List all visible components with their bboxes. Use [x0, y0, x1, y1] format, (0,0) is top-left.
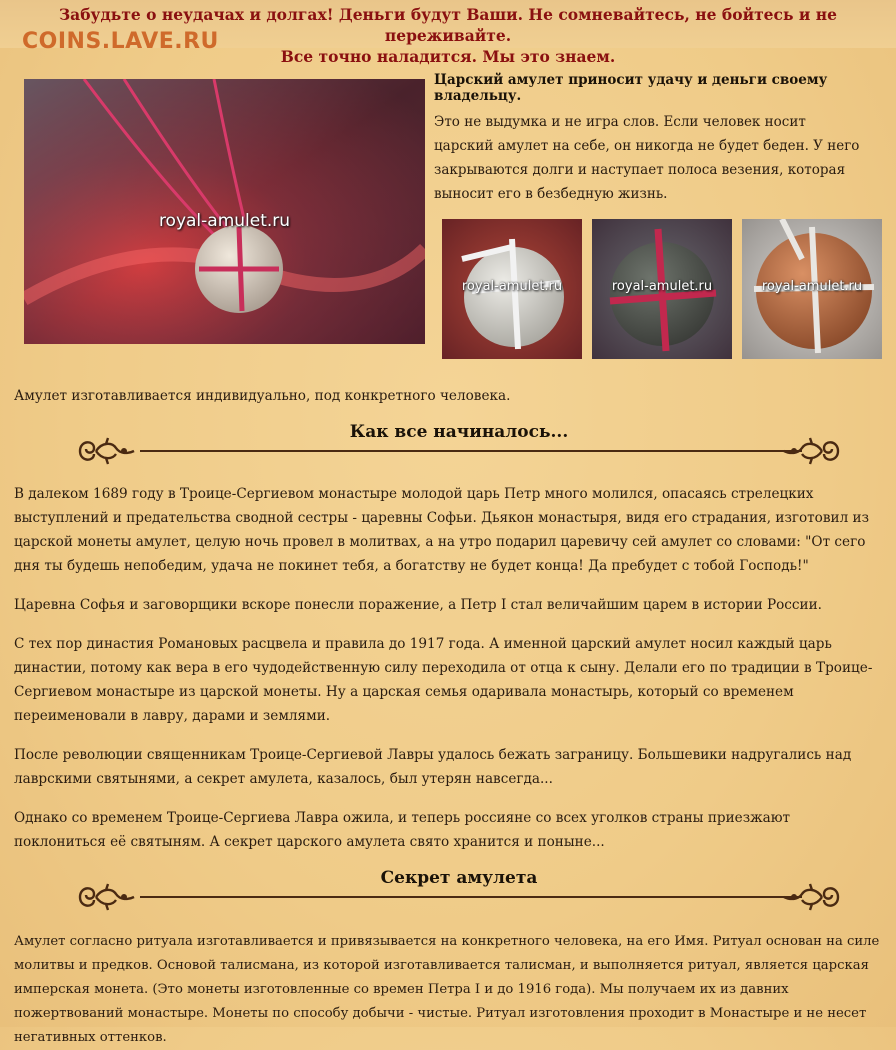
section-1-paragraph-5: Однако со временем Троице-Сергиева Лавра ожила, и теперь россияне со всех уголков страны приезжают поклониться её святыням. А секрет царского амулета свято хранится и поныне... [14, 810, 791, 850]
intro-heading: Царский амулет приносит удачу и деньги своему владельцу. [434, 72, 828, 104]
site-watermark: COINS.LAVE.RU [22, 29, 219, 54]
section-1-paragraph-1: В далеком 1689 году в Троице-Сергиевом монастыре молодой царь Петр много молился, опасаясь стрелецких выступлений и предательства сводной сестры - царевны Софьи. Дьякон монастыря, видя его страдания, изготовил из царской монеты амулет, целую ночь провел в молитвах, а на утро подарил царевичу сей амулет со словами: "От сего дня ты будешь непобедим, удача не покинет тебя, а богатству не будет конца! Да пребудет с тобой Господь!" [14, 486, 870, 574]
banner-line-1: Забудьте о неудачах и долгах! Деньги будут Ваши. Не сомневайтесь, не бойтесь и не переживайте. [58, 5, 837, 45]
thumb-2-watermark: royal-amulet.ru [611, 279, 713, 294]
divider-line [140, 896, 802, 898]
section-1-title: Как все начиналось... [349, 422, 569, 442]
section-2-title: Секрет амулета [380, 868, 538, 888]
photo-watermark: royal-amulet.ru [158, 211, 291, 231]
thumb-1-watermark: royal-amulet.ru [461, 279, 563, 294]
section-1-paragraph-4: После революции священникам Троице-Сергиевой Лавры удалось бежать заграницу. Большевики надругались над лаврскими святынями, а секрет амулета, казалось, был утерян навсегда... [14, 747, 852, 787]
amulet-thumbnail-2[interactable] [592, 219, 732, 359]
section-1-paragraph-3: С тех пор династия Романовых расцвела и правила до 1917 года. А именной царский амулет носил каждый царь династии, потому как вера в его чудодейственную силу переходила от отца к сыну. Делали его по традиции в Троице-Сергиевом монастыре из царской монеты. Ну а царская семья одаривала монастырь, который со временем переименовали в лавру, дарами и землями. [14, 636, 873, 724]
section-divider-1 [76, 422, 842, 468]
thumb-3-watermark: royal-amulet.ru [761, 279, 863, 294]
section-divider-2 [76, 868, 842, 914]
intro-body: Это не выдумка и не игра слов. Если человек носит царский амулет на себе, он никогда не будет беден. У него закрываются долги и наступает полоса везения, которая выносит его в безбедную жизнь. [434, 114, 860, 202]
main-amulet-photo [24, 79, 425, 344]
amulet-thumbnail-1[interactable] [442, 219, 582, 359]
divider-line [140, 450, 802, 452]
note-paragraph: Амулет изготавливается индивидуально, под конкретного человека. [14, 388, 511, 404]
section-1-paragraph-2: Царевна Софья и заговорщики вскоре понесли поражение, а Петр I стал величайшим царем в истории России. [14, 597, 822, 613]
banner-line-2: Все точно наладится. Мы это знаем. [280, 47, 616, 66]
amulet-thumbnail-3[interactable] [742, 219, 882, 359]
section-2-paragraph-1: Амулет согласно ритуала изготавливается и привязывается на конкретного человека, на его Имя. Ритуал основан на силе молитвы и предков. Основой талисмана, из которой изготавливается талисман, и выполняется ритуал, является царская имперская монета. (Это монеты изготовленные со времен Петра I и до 1916 года). Мы получаем их из давних пожертвований монастыре. Монеты по способу добычи - чистые. Ритуал изготовления проходит в Монастыре и не несет негативных оттенков. [14, 934, 880, 1045]
